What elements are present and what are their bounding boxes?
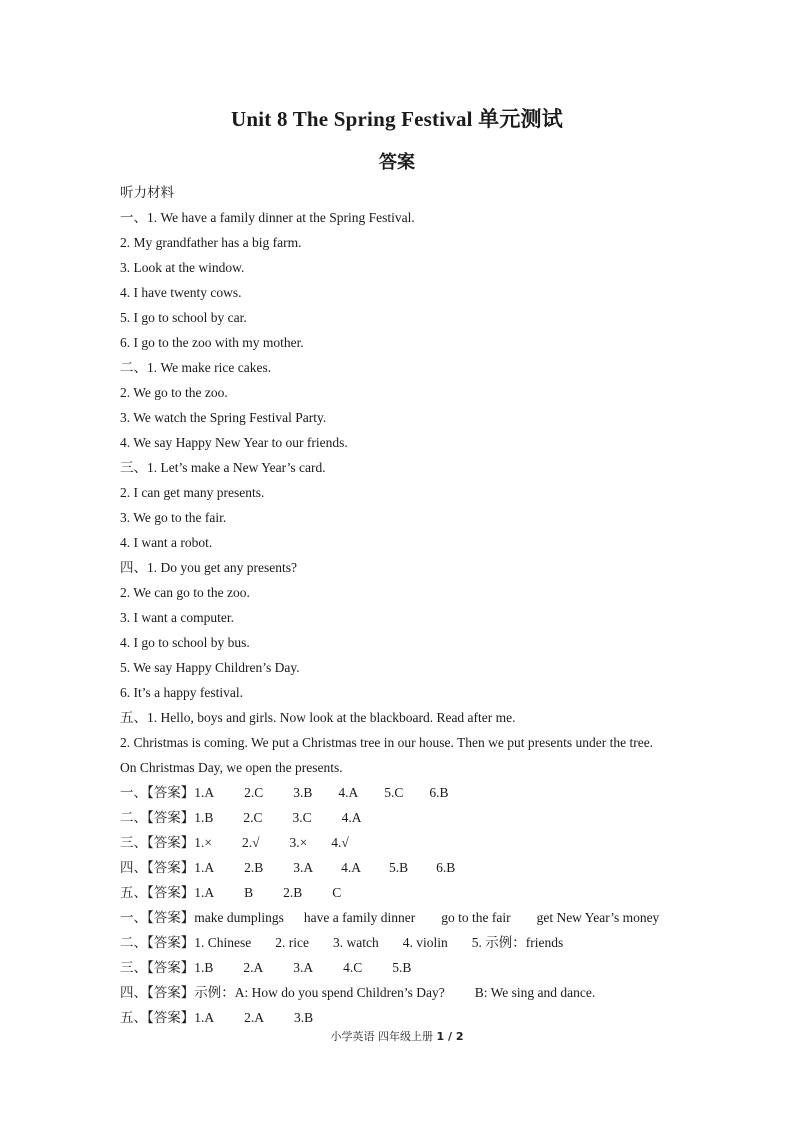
answer-prefix: 一、【答案】 <box>120 910 195 925</box>
answer-row <box>120 880 700 905</box>
answer-cell: 1.A <box>194 1010 215 1025</box>
answer-cell: 4.A <box>338 785 359 800</box>
answer-cell: B: We sing and dance. <box>474 985 596 1000</box>
answer-row <box>120 855 700 880</box>
answer-cell: 6.B <box>429 785 449 800</box>
transcript-line: 5. I go to school by car. <box>120 310 247 325</box>
answer-cell: 2.C <box>243 810 263 825</box>
footer-course-label: 小学英语 四年级上册 <box>330 1030 433 1043</box>
answer-cell: 2. rice <box>275 935 309 950</box>
transcript-line: 4. I want a robot. <box>120 535 213 550</box>
transcript-line: 3. Look at the window. <box>120 260 245 275</box>
answer-row <box>120 905 700 930</box>
answer-prefix: 一、【答案】 <box>120 785 195 800</box>
answer-cell: 3.A <box>293 860 314 875</box>
transcript-line: 二、1. We make rice cakes. <box>120 360 272 375</box>
answer-cell: 1.A <box>194 785 215 800</box>
answer-row <box>120 830 700 855</box>
answer-cell: 3.A <box>293 960 314 975</box>
transcript-line: 五、1. Hello, boys and girls. Now look at the blackboard. Read after me. <box>120 710 516 725</box>
transcript-line: 3. We go to the fair. <box>120 510 227 525</box>
answer-cell: 3.B <box>294 1010 314 1025</box>
answer-cell: 4.C <box>343 960 363 975</box>
answer-prefix: 四、【答案】 <box>120 985 195 1000</box>
answer-key <box>120 780 700 1030</box>
answer-cell: 1.B <box>194 810 214 825</box>
answer-prefix: 四、【答案】 <box>120 860 195 875</box>
transcript-line: 2. I can get many presents. <box>120 485 265 500</box>
answer-cell: 4.√ <box>331 835 349 850</box>
answer-cell: have a family dinner <box>303 910 416 925</box>
answer-cell: 1.B <box>194 960 214 975</box>
answer-row <box>120 1005 700 1030</box>
answer-row <box>120 955 700 980</box>
transcript-line: 一、1. We have a family dinner at the Spring Festival. <box>120 210 415 225</box>
transcript-line: 6. It’s a happy festival. <box>120 685 243 700</box>
transcript-line: On Christmas Day, we open the presents. <box>120 760 343 775</box>
answer-cell: 示例：A: How do you spend Children’s Day? <box>194 985 445 1000</box>
transcript-line: 2. Christmas is coming. We put a Christmas tree in our house. Then we put presents under the tree. <box>120 735 654 750</box>
transcript-line: 4. We say Happy New Year to our friends. <box>120 435 348 450</box>
answer-cell: 3.B <box>293 785 313 800</box>
answer-cell: 1. Chinese <box>194 935 252 950</box>
answer-prefix: 三、【答案】 <box>120 960 195 975</box>
transcript-line: 6. I go to the zoo with my mother. <box>120 335 304 350</box>
answer-cell: get New Year’s money <box>536 910 660 925</box>
document-subtitle: 答案 <box>379 152 415 172</box>
answer-cell: 5.B <box>389 860 409 875</box>
answer-row <box>120 930 700 955</box>
page-number: 1 / 2 <box>436 1030 464 1043</box>
answer-prefix: 二、【答案】 <box>120 810 195 825</box>
answer-cell: 1.× <box>194 835 212 850</box>
document-title: Unit 8 The Spring Festival 单元测试 <box>231 107 563 131</box>
transcript-line: 2. We go to the zoo. <box>120 385 228 400</box>
section-label-listening: 听力材料 <box>120 185 174 200</box>
answer-row <box>120 805 700 830</box>
transcript-line: 三、1. Let’s make a New Year’s card. <box>120 460 326 475</box>
answer-prefix: 三、【答案】 <box>120 835 195 850</box>
answer-cell: 3. watch <box>332 935 379 950</box>
answer-cell: 1.A <box>194 885 215 900</box>
answer-cell: 2.A <box>244 1010 264 1025</box>
answer-cell: 2.B <box>244 860 264 875</box>
listening-transcript <box>120 205 700 780</box>
answer-row <box>120 980 700 1005</box>
answer-cell: 4.A <box>341 860 362 875</box>
answer-row <box>120 780 700 805</box>
answer-cell: C <box>332 885 342 900</box>
answer-cell: make dumplings <box>194 910 284 925</box>
answer-cell: 5. 示例：friends <box>471 935 564 950</box>
answer-cell: 2.A <box>243 960 264 975</box>
transcript-line: 2. We can go to the zoo. <box>120 585 250 600</box>
answer-cell: 5.C <box>384 785 404 800</box>
answer-cell: 2.C <box>244 785 264 800</box>
transcript-line: 4. I have twenty cows. <box>120 285 242 300</box>
page-footer <box>0 1028 794 1044</box>
document-body <box>120 180 700 1030</box>
answer-cell: 6.B <box>436 860 456 875</box>
answer-cell: 5.B <box>392 960 412 975</box>
answer-cell: 3.C <box>292 810 312 825</box>
answer-cell: go to the fair <box>441 910 511 925</box>
answer-cell: 4. violin <box>402 935 448 950</box>
answer-cell: 3.× <box>289 835 308 850</box>
transcript-line: 3. We watch the Spring Festival Party. <box>120 410 327 425</box>
answer-prefix: 五、【答案】 <box>120 885 195 900</box>
transcript-line: 5. We say Happy Children’s Day. <box>120 660 300 675</box>
answer-cell: B <box>244 885 254 900</box>
answer-prefix: 五、【答案】 <box>120 1010 195 1025</box>
transcript-line: 4. I go to school by bus. <box>120 635 250 650</box>
answer-cell: 1.A <box>194 860 215 875</box>
transcript-line: 3. I want a computer. <box>120 610 234 625</box>
transcript-line: 四、1. Do you get any presents? <box>120 560 297 575</box>
transcript-line: 2. My grandfather has a big farm. <box>120 235 302 250</box>
answer-prefix: 二、【答案】 <box>120 935 195 950</box>
answer-cell: 4.A <box>341 810 362 825</box>
answer-cell: 2.√ <box>242 835 260 850</box>
answer-cell: 2.B <box>283 885 303 900</box>
